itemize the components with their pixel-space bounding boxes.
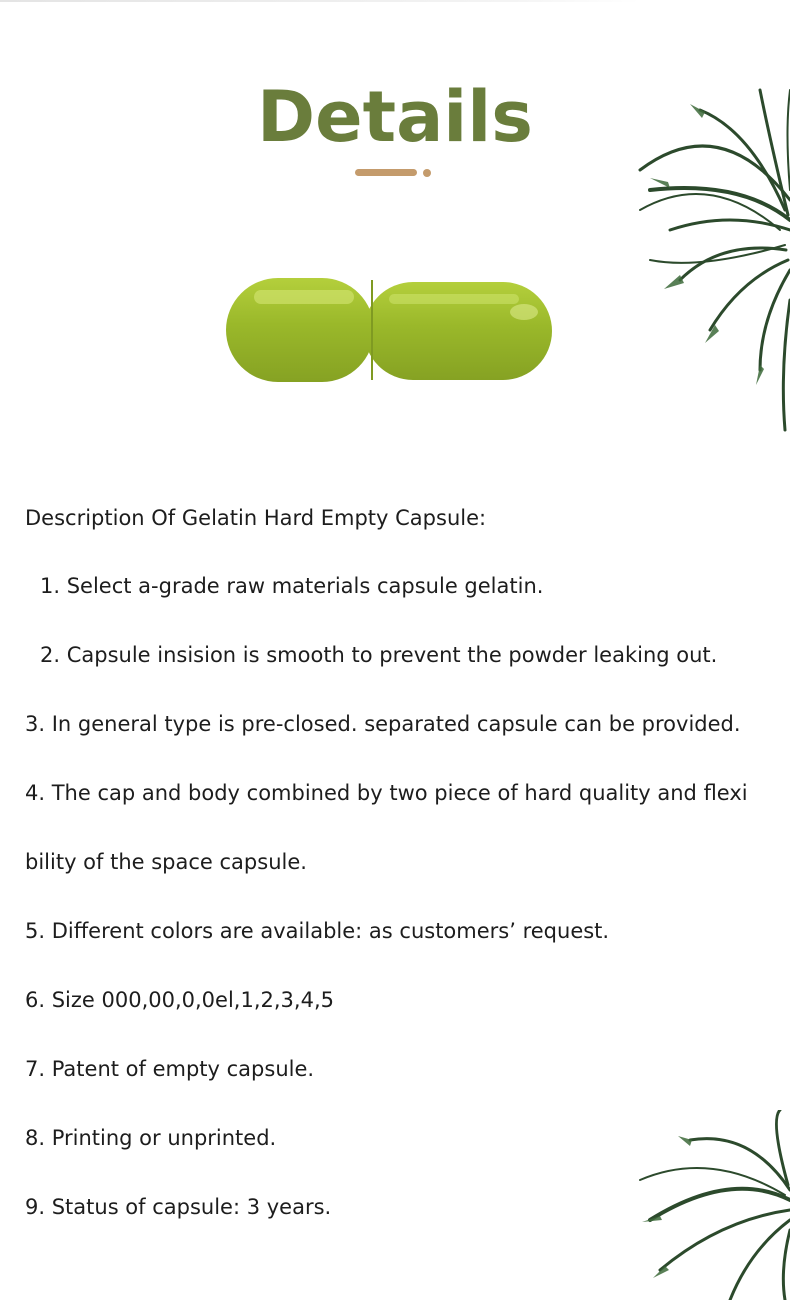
description-item-8: 8. Printing or unprinted.	[25, 1126, 277, 1150]
description-item-5: 5. Different colors are available: as customers’ request.	[25, 919, 610, 943]
description-item-6: 6. Size 000,00,0,0el,1,2,3,4,5	[25, 988, 334, 1012]
capsule-image	[224, 276, 554, 384]
palm-plant-bottom-icon	[620, 1110, 790, 1300]
description-item-2: 2. Capsule insision is smooth to prevent the powder leaking out.	[40, 643, 718, 667]
top-divider	[0, 0, 640, 2]
palm-plant-top-icon	[610, 70, 790, 440]
description-item-9: 9. Status of capsule: 3 years.	[25, 1195, 332, 1219]
page-title: Details	[257, 76, 533, 158]
title-underline-bar	[355, 169, 417, 176]
description-item-1: 1. Select a-grade raw materials capsule gelatin.	[40, 574, 544, 598]
description-item-3: 3. In general type is pre-closed. separated capsule can be provided.	[25, 712, 741, 736]
description-item-4: 4. The cap and body combined by two piece of hard quality and flexi	[25, 781, 748, 805]
description-item-7: 7. Patent of empty capsule.	[25, 1057, 315, 1081]
description-item-4-cont: bility of the space capsule.	[25, 850, 307, 874]
description-heading: Description Of Gelatin Hard Empty Capsule:	[25, 506, 487, 530]
title-underline-dot	[423, 169, 431, 177]
